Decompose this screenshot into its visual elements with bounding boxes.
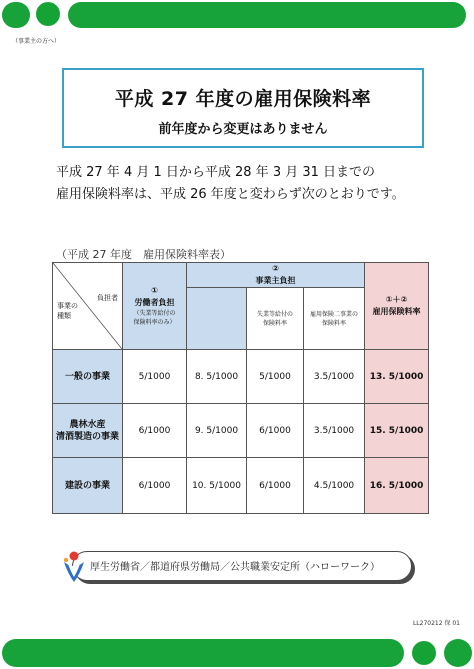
table-row bbox=[53, 404, 429, 458]
cell-total: 15. 5/1000 bbox=[365, 404, 429, 458]
row-name: 一般の事業 bbox=[53, 350, 123, 404]
corner-burden-label: 負担者 bbox=[97, 294, 118, 302]
document-code: LL270212 保 01 bbox=[412, 620, 460, 627]
bottom-decoration-bar-left bbox=[2, 639, 404, 667]
header-employer bbox=[187, 263, 365, 288]
header-worker-note: （失業等給付の 保険料率のみ） bbox=[133, 310, 176, 326]
corner-cell bbox=[53, 263, 123, 350]
cell-unemployment: 5/1000 bbox=[247, 350, 304, 404]
table-row bbox=[53, 350, 429, 404]
header-employer-num: ② bbox=[272, 264, 279, 273]
rate-table bbox=[52, 262, 429, 514]
cell-total: 13. 5/1000 bbox=[365, 350, 429, 404]
intro-text bbox=[56, 162, 446, 206]
bottom-decoration-dot bbox=[412, 641, 436, 665]
cell-unemployment: 6/1000 bbox=[247, 458, 304, 514]
page-title: 平成 27 年度の雇用保険料率 bbox=[114, 88, 372, 110]
cell-employer: 10. 5/1000 bbox=[187, 458, 247, 514]
cell-worker: 6/1000 bbox=[123, 458, 187, 514]
header-employer-sub1: 失業等給付の 保険料率 bbox=[247, 288, 304, 350]
intro-line-2: 雇用保険料率は、平成 26 年度と変わらず次のとおりです。 bbox=[56, 187, 405, 202]
top-decoration-bar-right bbox=[68, 2, 466, 28]
header-total-label: 雇用保険料率 bbox=[372, 307, 421, 316]
table-row bbox=[53, 458, 429, 514]
cell-two-programs: 4.5/1000 bbox=[304, 458, 365, 514]
cell-total: 16. 5/1000 bbox=[365, 458, 429, 514]
header-total-num: ①＋② bbox=[385, 295, 408, 304]
intro-line-1: 平成 27 年 4 月 1 日から平成 28 年 3 月 31 日までの bbox=[56, 165, 376, 180]
header-employer-sub2: 雇用保険二事業の 保険料率 bbox=[304, 288, 365, 350]
cell-unemployment: 6/1000 bbox=[247, 404, 304, 458]
ministry-logo-icon bbox=[60, 548, 88, 584]
table-caption: （平成 27 年度 雇用保険料率表） bbox=[56, 248, 231, 261]
header-worker-num: ① bbox=[151, 286, 158, 295]
cell-worker: 6/1000 bbox=[123, 404, 187, 458]
top-decoration-dot bbox=[36, 2, 60, 26]
title-box bbox=[62, 68, 424, 148]
header-total bbox=[365, 263, 429, 350]
ministry-text: 厚生労働省／都道府県労働局／公共職業安定所（ハローワーク） bbox=[90, 562, 380, 573]
header-employer-spacer bbox=[187, 288, 247, 350]
top-decoration-bar-left bbox=[2, 2, 30, 28]
row-name: 建設の事業 bbox=[53, 458, 123, 514]
header-employer-label: 事業主負担 bbox=[255, 276, 296, 285]
cell-two-programs: 3.5/1000 bbox=[304, 350, 365, 404]
ministry-banner bbox=[60, 544, 412, 588]
cell-employer: 8. 5/1000 bbox=[187, 350, 247, 404]
page-subtitle: 前年度から変更はありません bbox=[158, 122, 328, 137]
cell-worker: 5/1000 bbox=[123, 350, 187, 404]
corner-business-label: 事業の 種類 bbox=[57, 302, 78, 320]
bottom-decoration-bar-right bbox=[444, 639, 472, 667]
row-name: 農林水産 清酒製造の事業 bbox=[53, 404, 123, 458]
audience-note: （事業主の方へ） bbox=[12, 38, 61, 45]
header-worker bbox=[123, 263, 187, 350]
cell-employer: 9. 5/1000 bbox=[187, 404, 247, 458]
cell-two-programs: 3.5/1000 bbox=[304, 404, 365, 458]
header-worker-label: 労働者負担 bbox=[134, 298, 175, 307]
